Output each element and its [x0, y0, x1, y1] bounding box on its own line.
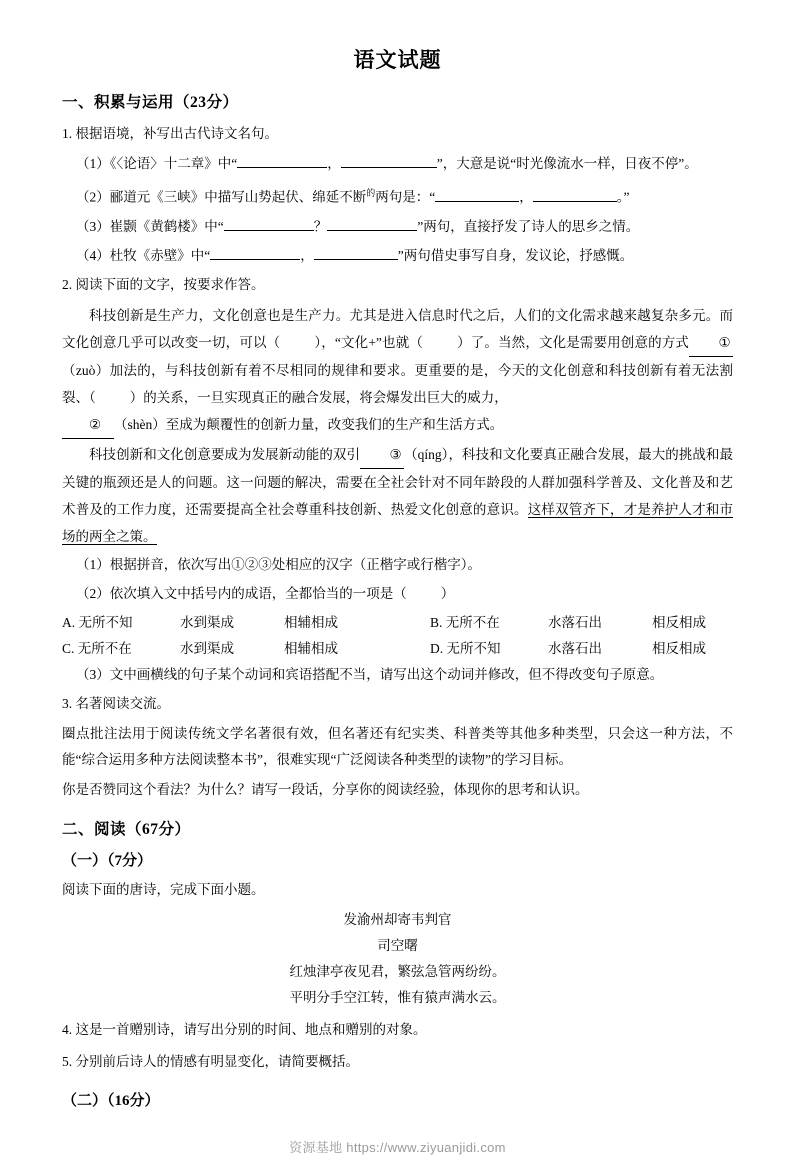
- question-1-item-4: [62, 243, 733, 269]
- option-c-word-2[interactable]: 水到渠成: [180, 640, 234, 656]
- answer-blank[interactable]: [435, 201, 519, 202]
- poem-author: 司空曙: [377, 937, 418, 953]
- answer-blank[interactable]: [237, 167, 327, 168]
- underlined-sentence: 这样双管齐下，才是养护人才和市场的两全之策。: [62, 501, 734, 544]
- page-title: 语文试题: [353, 48, 442, 72]
- question-1-item-1: [62, 151, 733, 177]
- q1-item3-mid: ？: [313, 218, 328, 234]
- options-row-1: [62, 610, 733, 636]
- question-3-prompt: 你是否赞同这个看法？为什么？请写一段话，分享你的阅读经验，体现你的思考和认识。: [62, 781, 589, 797]
- pinyin-blank-3[interactable]: ③: [360, 441, 404, 469]
- question-1-stem: 1. 根据语境，补写出古代诗文名句。: [62, 126, 278, 141]
- option-a[interactable]: A. 无所不知: [62, 614, 133, 630]
- q2-p1-b: ），“文化+”也就（: [314, 334, 423, 350]
- answer-blank[interactable]: [224, 230, 314, 231]
- q1-item3-prefix: （3）崔颢《黄鹤楼》中“: [76, 218, 224, 234]
- q2-sub2-text: （2）依次填入文中括号内的成语，全都恰当的一项是（: [76, 585, 407, 601]
- q2-p1-e: ）的关系，一旦实现真正的融合发展，将会爆发出巨大的威力，: [129, 389, 508, 405]
- option-b-word-3[interactable]: 相反相成: [652, 614, 706, 630]
- q2-p2-b: （qíng），科技和文化要真正融合发展，最大的挑战和最关键的瓶颈还是人的问题。这一问题的解决，需要在全社会针对不同年龄段的人群加强科学普及、文化普及和艺术普及的工作力度，还需要提高全社会尊重科技创新、热爱文化创意的意识。: [62, 446, 733, 517]
- part-2-heading: （二）（16分）: [62, 1092, 160, 1109]
- question-2-sub-2: [62, 581, 733, 607]
- document-page: [0, 44, 795, 1169]
- q2-p1-c: ）了。当然，文化是需要用创意的方式: [456, 334, 689, 350]
- part-1-heading: （一）（7分）: [62, 852, 153, 869]
- poem-line-2: 平明分手空江转，惟有猿声满水云。: [289, 989, 506, 1005]
- question-2-stem: 2. 阅读下面的文字，按要求作答。: [62, 276, 265, 292]
- part-1-lead: 阅读下面的唐诗，完成下面小题。: [62, 881, 265, 897]
- q1-item4-mid: ，: [300, 247, 314, 263]
- question-2-passage-1: [62, 302, 733, 439]
- option-d-word-2[interactable]: 水落石出: [548, 640, 602, 656]
- question-1-item-3: [62, 214, 733, 240]
- pinyin-blank-2[interactable]: ②: [62, 411, 114, 439]
- option-c[interactable]: C. 无所不在: [62, 640, 132, 656]
- option-b-word-2[interactable]: 水落石出: [548, 614, 602, 630]
- question-3-stem: 3. 名著阅读交流。: [62, 695, 170, 711]
- q1-item4-tail: ”两句借史事写自身，发议论，抒感慨。: [397, 247, 634, 263]
- q1-item1-mid: ，: [327, 156, 341, 171]
- q1-item2-tail: 。”: [616, 189, 630, 205]
- option-b[interactable]: B. 无所不在: [430, 614, 500, 630]
- q1-item1-tail: ”，大意是说“时光像流水一样，日夜不停”。: [436, 156, 698, 171]
- answer-blank[interactable]: [533, 201, 617, 202]
- section-heading-1: 一、积累与运用（23分）: [62, 94, 239, 111]
- answer-blank[interactable]: [210, 259, 300, 260]
- question-5-stem: 5. 分别前后诗人的情感有明显变化，请简要概括。: [62, 1053, 359, 1069]
- answer-blank[interactable]: [341, 167, 437, 168]
- q1-item4-prefix: （4）杜牧《赤壁》中“: [76, 247, 211, 263]
- q1-item2-prefix: （2）郦道元《三峡》中描写山势起伏、绵延不断: [76, 189, 367, 205]
- answer-blank[interactable]: [327, 230, 417, 231]
- options-row-2: [62, 636, 733, 662]
- question-3-passage: 圈点批注法用于阅读传统文学名著很有效，但名著还有纪实类、科普类等其他多种类型，只会这一种方法，不能“综合运用多种方法阅读整本书”，很难实现“广泛阅读各种类型的读物”的学习目标。: [62, 725, 733, 767]
- q1-item1-prefix: （1）《〈论语〉十二章》中“: [76, 156, 238, 171]
- option-d[interactable]: D. 无所不知: [430, 640, 501, 656]
- q2-p1-f: （shèn）至成为颠覆性的创新力量，改变我们的生产和生活方式。: [114, 416, 504, 432]
- question-2-passage-2: [62, 441, 733, 550]
- question-4-stem: 4. 这是一首赠别诗，请写出分别的时间、地点和赠别的对象。: [62, 1021, 427, 1037]
- answer-blank[interactable]: [314, 259, 398, 260]
- option-c-word-3[interactable]: 相辅相成: [284, 640, 338, 656]
- section-heading-2: 二、阅读（67分）: [62, 820, 191, 838]
- q1-item2-sup: 的: [366, 188, 376, 198]
- q2-p1-a: 科技创新是生产力，文化创意也是生产力。尤其是进入信息时代之后，人们的文化需求越来越复杂多元。而文化创意几乎可以改变一切，可以（: [62, 307, 733, 350]
- question-2-sub-1: （1）根据拼音，依次写出①②③处相应的汉字（正楷字或行楷字）。: [76, 556, 481, 572]
- q1-item2-mid: ，: [519, 189, 533, 205]
- q2-p2-a: 科技创新和文化创意要成为发展新动能的双引: [89, 446, 361, 462]
- poem-line-1: 红烛津亭夜见君，繁弦急管两纷纷。: [289, 963, 506, 979]
- q2-sub2-tail: ）: [440, 585, 455, 601]
- question-1-item-2: [62, 180, 733, 211]
- q1-item2-mid2: 两句是：“: [375, 189, 436, 205]
- poem-title: 发渝州却寄韦判官: [343, 911, 452, 927]
- q2-p1-d: （zuò）加法的，与科技创新有着不尽相同的规律和要求。更重要的是，今天的文化创意和科技创新有着无法割裂、（: [62, 362, 733, 405]
- option-a-word-3[interactable]: 相辅相成: [284, 614, 338, 630]
- option-d-word-3[interactable]: 相反相成: [652, 640, 706, 656]
- option-a-word-2[interactable]: 水到渠成: [180, 614, 234, 630]
- watermark: 资源基地 https://www.ziyuanjidi.com: [289, 1140, 506, 1155]
- q1-item3-tail: ”两句，直接抒发了诗人的思乡之情。: [417, 218, 640, 234]
- question-2-sub-3: （3）文中画横线的句子某个动词和宾语搭配不当，请写出这个动词并修改，但不得改变句子原意。: [76, 666, 664, 682]
- pinyin-blank-1[interactable]: ①: [689, 329, 733, 357]
